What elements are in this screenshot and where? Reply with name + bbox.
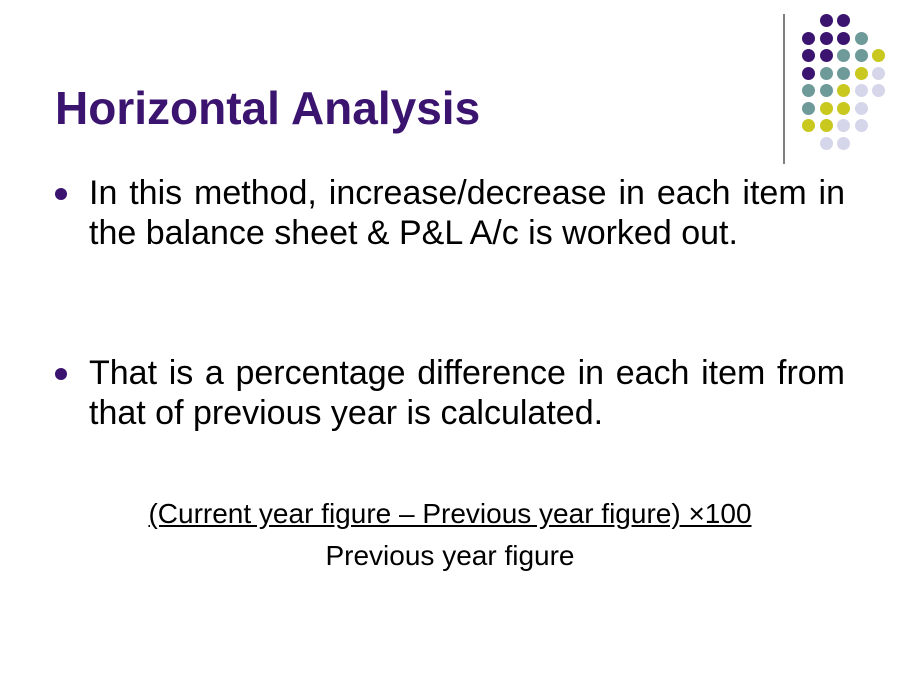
bullet-icon xyxy=(55,368,67,380)
bullet-item xyxy=(55,353,845,433)
slide-title: Horizontal Analysis xyxy=(55,82,481,134)
decorative-dot xyxy=(802,67,815,80)
decorative-dot xyxy=(872,84,885,97)
formula-numerator-text: (Current year figure – Previous year figure) ×100 xyxy=(148,498,752,529)
decorative-dot xyxy=(820,14,833,27)
decorative-dot xyxy=(872,49,885,62)
decorative-dot xyxy=(802,119,815,132)
decorative-dot xyxy=(855,67,868,80)
decorative-dot xyxy=(820,32,833,45)
decorative-dot xyxy=(837,49,850,62)
decorative-dot xyxy=(837,67,850,80)
decorative-dot xyxy=(855,102,868,115)
decorative-dot xyxy=(872,67,885,80)
decorative-dot xyxy=(820,84,833,97)
decorative-dot xyxy=(855,49,868,62)
decorative-dot xyxy=(820,49,833,62)
decorative-dot xyxy=(802,84,815,97)
decorative-dot xyxy=(802,102,815,115)
decorative-dot xyxy=(837,32,850,45)
decorative-dot xyxy=(820,67,833,80)
bullet-text: In this method, increase/decrease in each item in the balance sheet & P&L A/c is worked out. xyxy=(89,174,845,252)
decorative-dot xyxy=(837,119,850,132)
decorative-dot xyxy=(855,119,868,132)
decorative-dot xyxy=(837,14,850,27)
decorative-dot xyxy=(837,102,850,115)
decorative-dot xyxy=(855,84,868,97)
decorative-dot xyxy=(802,32,815,45)
decorative-dot xyxy=(837,84,850,97)
bullet-icon xyxy=(55,188,67,200)
bullet-item xyxy=(55,173,845,253)
decorative-dot xyxy=(820,137,833,150)
formula-denominator: Previous year figure xyxy=(325,540,575,571)
formula-numerator xyxy=(0,498,900,530)
divider-line xyxy=(783,14,785,164)
decorative-dot xyxy=(802,49,815,62)
decorative-dot xyxy=(820,119,833,132)
decorative-dot xyxy=(855,32,868,45)
decorative-dot xyxy=(837,137,850,150)
decorative-dot xyxy=(820,102,833,115)
bullet-text: That is a percentage difference in each item from that of previous year is calculated. xyxy=(89,354,845,432)
